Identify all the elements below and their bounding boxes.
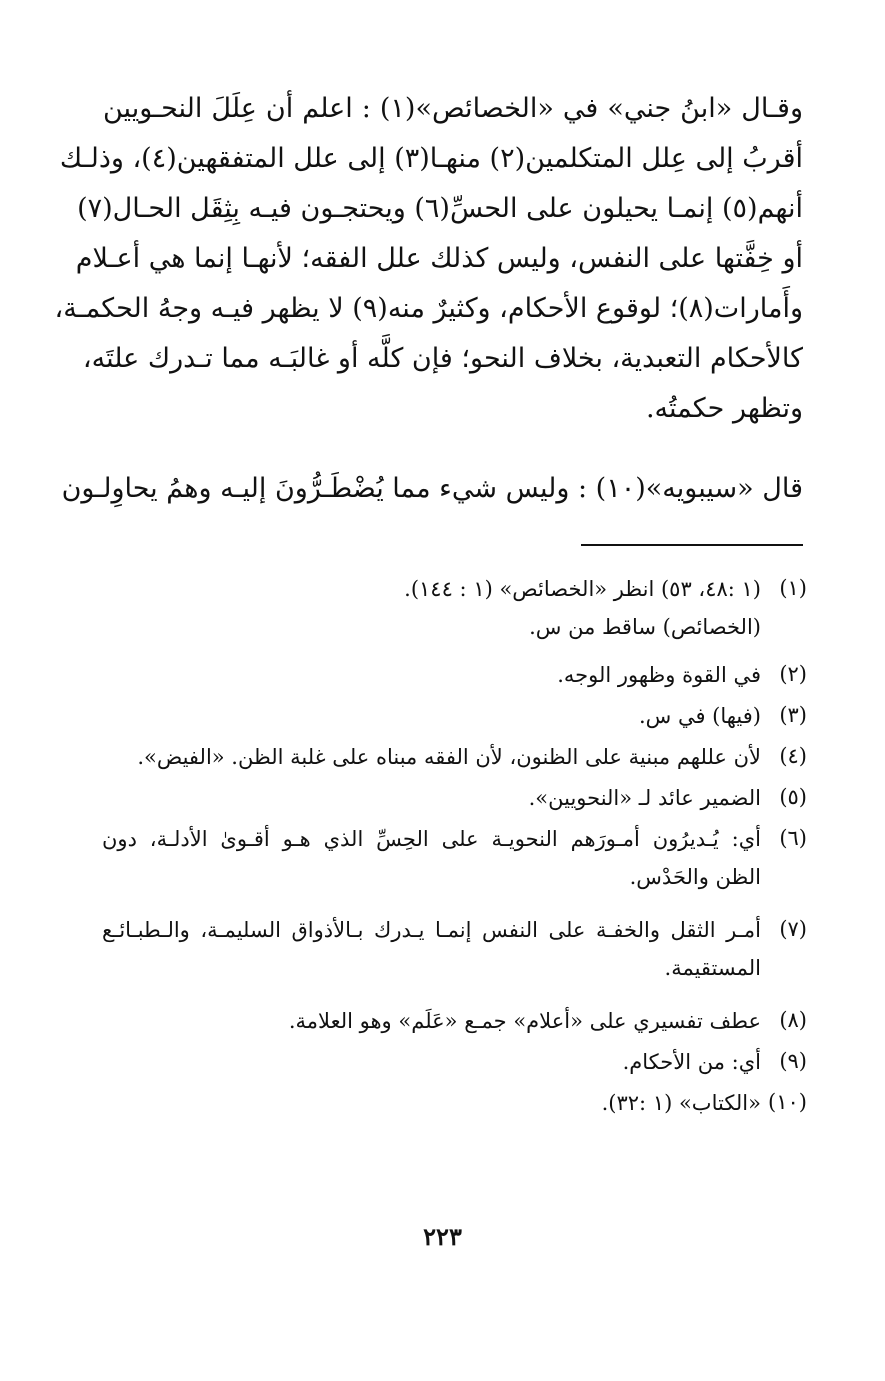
footnote-number: (١) xyxy=(779,576,807,600)
paragraph-line: قال «سيبويه»(١٠) : وليس شيء مما يُضْطَـرُّونَ إليـه وهمُ يحاوِلـون xyxy=(61,473,803,504)
footnote-text: الظن والحَدْس. xyxy=(629,865,761,889)
footnote-item xyxy=(102,779,807,817)
paragraph-line: وأَمارات(٨)؛ لوقوع الأحكام، وكثيرٌ منه(٩) لا يظهر فيـه وجهُ الحكمـة، xyxy=(54,293,803,324)
page-number: ٢٢٣ xyxy=(423,1222,462,1251)
footnote-item xyxy=(102,1084,807,1122)
main-paragraph xyxy=(54,84,803,434)
footnotes xyxy=(102,570,807,1122)
footnote-text: أي: يُـديرُون أمـورَهم النحويـة على الحِسِّ الذي هـو أقـوىٰ الأدلـة، دون xyxy=(102,827,761,851)
footnote-text: لأن عللهم مبنية على الظنون، لأن الفقه مبناه على غلبة الظن. «الفيض». xyxy=(137,745,761,769)
footnote-item xyxy=(102,911,807,987)
footnote-item xyxy=(102,656,807,694)
footnote-item xyxy=(102,570,807,646)
footnote-number: (٥) xyxy=(779,785,807,809)
footnote-number: (١٠) xyxy=(768,1090,807,1114)
footnote-number: (٩) xyxy=(779,1049,807,1073)
footnote-number: (٦) xyxy=(779,826,807,850)
footnote-text: الضمير عائد لـ «النحويين». xyxy=(528,786,761,810)
footnote-text: أمـر الثقل والخفـة على النفس إنمـا يـدرك بـالأذواق السليمـة، والـطبـائـع xyxy=(102,918,761,942)
paragraph-line: أنهم(٥) إنمـا يحيلون على الحسِّ(٦) ويحتجـون فيـه بِثِقَل الحـال(٧) xyxy=(77,193,803,224)
second-paragraph xyxy=(61,464,803,514)
footnote-text: «الكتاب» (١ :٣٢). xyxy=(601,1091,761,1115)
footnote-number: (٨) xyxy=(779,1008,807,1032)
footnote-number: (٤) xyxy=(779,744,807,768)
footnote-item xyxy=(102,820,807,896)
footnote-item xyxy=(102,1043,807,1081)
paragraph-line: وتظهر حكمتُه. xyxy=(645,393,803,424)
footnote-item xyxy=(102,738,807,776)
footnote-text: المستقيمة. xyxy=(664,956,761,980)
footnote-text: (فيها) في س. xyxy=(638,704,761,728)
footnote-number: (٢) xyxy=(779,662,807,686)
footnote-separator xyxy=(581,544,803,546)
paragraph-line: أقربُ إلى عِلل المتكلمين(٢) منهـا(٣) إلى علل المتفقهين(٤)، وذلـك xyxy=(59,143,803,174)
paragraph-line: وقـال «ابنُ جني» في «الخصائص»(١) : اعلم أن عِلَلَ النحـويين xyxy=(103,93,803,124)
paragraph-line: كالأحكام التعبدية، بخلاف النحو؛ فإن كلَّه أو غالبَـه مما تـدرك علتَه، xyxy=(82,343,803,374)
footnote-number: (٧) xyxy=(779,917,807,941)
footnote-number: (٣) xyxy=(779,703,807,727)
footnote-text: عطف تفسيري على «أعلام» جمـع «عَلَم» وهو العلامة. xyxy=(288,1009,761,1033)
footnote-item xyxy=(102,697,807,735)
footnote-text: (١ :٤٨، ٥٣) انظر «الخصائص» (١ : ١٤٤). xyxy=(404,577,761,601)
footnote-text: (الخصائص) ساقط من س. xyxy=(529,615,761,639)
paragraph-line: أو خِفَّتها على النفس، وليس كذلك علل الفقه؛ لأنهـا إنما هي أعـلام xyxy=(75,243,803,274)
footnote-text: أي: من الأحكام. xyxy=(622,1050,761,1074)
footnote-item xyxy=(102,1002,807,1040)
footnote-text: في القوة وظهور الوجه. xyxy=(557,663,761,687)
